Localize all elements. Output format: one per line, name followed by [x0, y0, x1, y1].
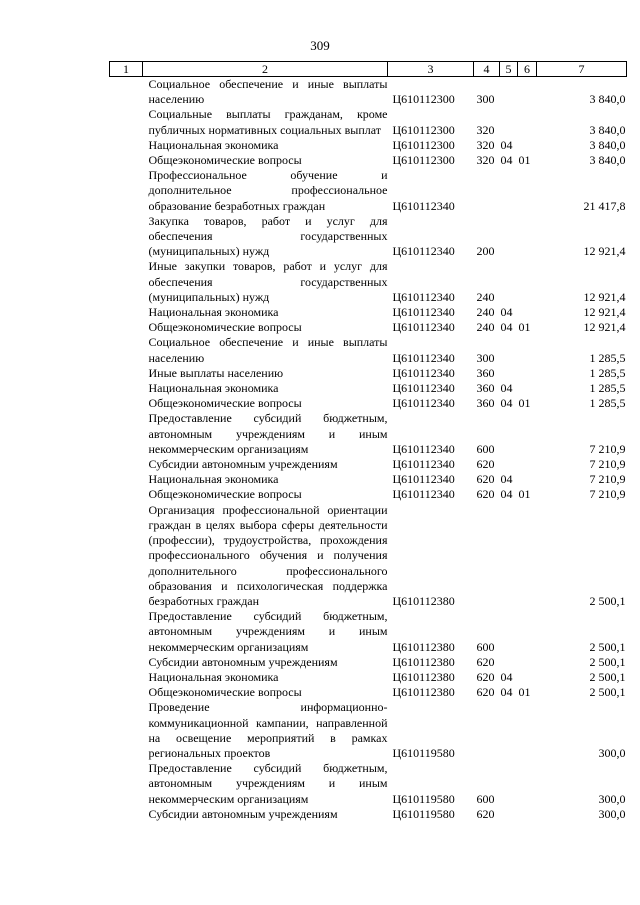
section-code: [500, 366, 518, 381]
amount-value: 300,0: [598, 806, 626, 821]
row-number-cell: [110, 655, 143, 670]
row-number-cell: [110, 305, 143, 320]
expenditure-name: Национальная экономика: [148, 137, 279, 152]
expense-type-code: [474, 700, 500, 761]
table-row: [110, 472, 627, 487]
subsection-code: 01: [518, 153, 531, 168]
section-code: 04: [500, 137, 513, 152]
section-code: [500, 411, 518, 457]
expenditure-name: Субсидии автономным учреждениям: [148, 654, 338, 669]
amount-value: 12 921,4: [583, 320, 626, 335]
amount-value: 1 285,5: [589, 365, 626, 380]
subsection-code: [518, 107, 537, 137]
expenditure-name: Закупка товаров, работ и услуг для обеспечения государственных (муниципальных) нужд: [148, 213, 388, 259]
table-row: [110, 685, 627, 700]
expense-type-code: 200: [476, 244, 495, 259]
expenditure-name: Предоставление субсидий бюджетным, автономным учреждениям и иным некоммерческим организациям: [148, 761, 388, 806]
target-article-code: Ц610119580: [392, 745, 455, 760]
target-article-code: Ц610112340: [392, 244, 455, 259]
table-row: [110, 168, 627, 214]
expenditure-name: Предоставление субсидий бюджетным, автономным учреждениям и иным некоммерческим организациям: [148, 411, 388, 456]
row-number-cell: [110, 335, 143, 365]
row-number-cell: [110, 670, 143, 685]
table-row: [110, 153, 627, 168]
amount-value: 12 921,4: [583, 244, 626, 259]
table-row: [110, 761, 627, 807]
table-row: [110, 807, 627, 822]
amount-value: 2 500,1: [589, 654, 626, 669]
expense-type-code: [474, 503, 500, 609]
row-number-cell: [110, 472, 143, 487]
amount-value: 3 840,0: [589, 92, 626, 107]
subsection-code: [518, 381, 537, 396]
column-header-5: 5: [500, 62, 518, 77]
table-row: [110, 670, 627, 685]
target-article-code: Ц610112300: [392, 92, 455, 107]
subsection-code: 01: [518, 396, 531, 411]
row-number-cell: [110, 396, 143, 411]
subsection-code: [518, 335, 537, 365]
expenditure-name: Предоставление субсидий бюджетным, автономным учреждениям и иным некоммерческим организациям: [148, 609, 388, 654]
row-number-cell: [110, 381, 143, 396]
budget-table-body: [110, 62, 627, 822]
section-code: 04: [500, 305, 513, 320]
expense-type-code: 240: [476, 320, 495, 335]
expenditure-name: Общеэкономические вопросы: [148, 685, 302, 700]
expense-type-code: 620: [476, 685, 495, 700]
expense-type-code: 320: [476, 122, 495, 137]
row-number-cell: [110, 77, 143, 108]
subsection-code: [518, 77, 537, 108]
expense-type-code: 320: [476, 137, 495, 152]
row-number-cell: [110, 503, 143, 609]
row-number-cell: [110, 807, 143, 822]
column-header-1: 1: [110, 62, 143, 77]
section-code: 04: [500, 153, 513, 168]
expense-type-code: 240: [476, 289, 495, 304]
table-row: [110, 655, 627, 670]
table-row: [110, 381, 627, 396]
table-row: [110, 107, 627, 137]
row-number-cell: [110, 761, 143, 807]
expenditure-name: Профессиональное обучение и дополнительное профессиональное образование безработных граждан: [148, 168, 388, 213]
amount-value: 300,0: [598, 745, 626, 760]
subsection-code: [518, 609, 537, 655]
budget-table: [109, 61, 627, 822]
expenditure-name: Иные выплаты населению: [148, 365, 284, 380]
page-number: 309: [310, 38, 330, 53]
expenditure-name: Общеэкономические вопросы: [148, 153, 302, 168]
section-code: [500, 503, 518, 609]
subsection-code: [518, 138, 537, 153]
expense-type-code: 300: [476, 92, 495, 107]
target-article-code: Ц610112380: [392, 654, 455, 669]
subsection-code: [518, 761, 537, 807]
subsection-code: [518, 700, 537, 761]
section-code: [500, 107, 518, 137]
target-article-code: Ц610112340: [392, 441, 455, 456]
amount-value: 2 500,1: [589, 593, 626, 608]
row-number-cell: [110, 487, 143, 502]
target-article-code: Ц610112340: [392, 198, 455, 213]
target-article-code: Ц610112340: [392, 381, 455, 396]
target-article-code: Ц610112340: [392, 365, 455, 380]
subsection-code: [518, 503, 537, 609]
expenditure-name: Общеэкономические вопросы: [148, 487, 302, 502]
table-row: [110, 366, 627, 381]
section-code: [500, 77, 518, 108]
expense-type-code: 360: [476, 381, 495, 396]
column-header-2: 2: [143, 62, 388, 77]
amount-value: 7 210,9: [589, 441, 626, 456]
expense-type-code: 600: [476, 639, 495, 654]
expense-type-code: 620: [476, 472, 495, 487]
section-code: [500, 168, 518, 214]
section-code: 04: [500, 487, 513, 502]
target-article-code: Ц610112340: [392, 457, 455, 472]
section-code: 04: [500, 472, 513, 487]
row-number-cell: [110, 168, 143, 214]
amount-value: 7 210,9: [589, 472, 626, 487]
amount-value: 2 500,1: [589, 669, 626, 684]
row-number-cell: [110, 366, 143, 381]
expenditure-name: Проведение информационно-коммуникационной кампании, направленной на освещение мероприятий в рамках региональных проектов: [148, 700, 388, 760]
amount-value: 300,0: [598, 791, 626, 806]
subsection-code: [518, 214, 537, 260]
amount-value: 1 285,5: [589, 381, 626, 396]
target-article-code: Ц610112300: [392, 122, 455, 137]
section-code: [500, 807, 518, 822]
section-code: [500, 335, 518, 365]
subsection-code: [518, 305, 537, 320]
expenditure-name: Национальная экономика: [148, 381, 279, 396]
expense-type-code: 360: [476, 396, 495, 411]
table-row: [110, 259, 627, 305]
expense-type-code: 240: [476, 305, 495, 320]
subsection-code: [518, 259, 537, 305]
section-code: 04: [500, 669, 513, 684]
expense-type-code: 620: [476, 487, 495, 502]
section-code: 04: [500, 396, 513, 411]
subsection-code: [518, 168, 537, 214]
table-row: [110, 305, 627, 320]
row-number-cell: [110, 153, 143, 168]
expense-type-code: 360: [476, 365, 495, 380]
table-row: [110, 138, 627, 153]
section-code: [500, 761, 518, 807]
row-number-cell: [110, 685, 143, 700]
row-number-cell: [110, 138, 143, 153]
column-header-3: 3: [388, 62, 474, 77]
column-header-7: 7: [537, 62, 627, 77]
section-code: [500, 609, 518, 655]
target-article-code: Ц610112340: [392, 289, 455, 304]
row-number-cell: [110, 411, 143, 457]
target-article-code: Ц610112340: [392, 396, 455, 411]
target-article-code: Ц610112300: [392, 137, 455, 152]
row-number-cell: [110, 457, 143, 472]
subsection-code: [518, 807, 537, 822]
table-row: [110, 487, 627, 502]
table-row: [110, 214, 627, 260]
expenditure-name: Общеэкономические вопросы: [148, 396, 302, 411]
target-article-code: Ц610119580: [392, 806, 455, 821]
subsection-code: 01: [518, 685, 531, 700]
row-number-cell: [110, 700, 143, 761]
table-row: [110, 503, 627, 609]
table-row: [110, 77, 627, 108]
expense-type-code: 620: [476, 457, 495, 472]
subsection-code: [518, 366, 537, 381]
target-article-code: Ц610112340: [392, 487, 455, 502]
amount-value: 12 921,4: [583, 289, 626, 304]
subsection-code: [518, 655, 537, 670]
subsection-code: [518, 411, 537, 457]
target-article-code: Ц610112340: [392, 472, 455, 487]
section-code: [500, 700, 518, 761]
target-article-code: Ц610112340: [392, 305, 455, 320]
expenditure-name: Социальное обеспечение и иные выплаты населению: [148, 77, 388, 107]
expenditure-name: Социальное обеспечение и иные выплаты населению: [148, 335, 388, 365]
row-number-cell: [110, 259, 143, 305]
expense-type-code: 320: [476, 153, 495, 168]
subsection-code: 01: [518, 320, 531, 335]
expense-type-code: 300: [476, 350, 495, 365]
expenditure-name: Иные закупки товаров, работ и услуг для обеспечения государственных (муниципальных) нужд: [148, 259, 388, 304]
amount-value: 21 417,8: [583, 198, 626, 213]
table-row: [110, 609, 627, 655]
amount-value: 12 921,4: [583, 305, 626, 320]
table-row: [110, 700, 627, 761]
subsection-code: 01: [518, 487, 531, 502]
expenditure-name: Субсидии автономным учреждениям: [148, 806, 338, 821]
table-row: [110, 396, 627, 411]
expense-type-code: 600: [476, 441, 495, 456]
expense-type-code: 620: [476, 669, 495, 684]
section-code: [500, 214, 518, 260]
section-code: 04: [500, 381, 513, 396]
target-article-code: Ц610112300: [392, 153, 455, 168]
expense-type-code: 620: [476, 806, 495, 821]
expenditure-name: Субсидии автономным учреждениям: [148, 457, 338, 472]
table-header-row: [110, 62, 627, 77]
target-article-code: Ц610112380: [392, 669, 455, 684]
amount-value: 3 840,0: [589, 137, 626, 152]
expenditure-name: Общеэкономические вопросы: [148, 320, 302, 335]
amount-value: 7 210,9: [589, 457, 626, 472]
expenditure-name: Национальная экономика: [148, 305, 279, 320]
table-row: [110, 335, 627, 365]
table-row: [110, 411, 627, 457]
row-number-cell: [110, 609, 143, 655]
target-article-code: Ц610112340: [392, 350, 455, 365]
row-number-cell: [110, 214, 143, 260]
expense-type-code: 600: [476, 791, 495, 806]
amount-value: 3 840,0: [589, 153, 626, 168]
subsection-code: [518, 472, 537, 487]
table-row: [110, 457, 627, 472]
section-code: [500, 655, 518, 670]
expenditure-name: Национальная экономика: [148, 669, 279, 684]
expense-type-code: [474, 168, 500, 214]
amount-value: 2 500,1: [589, 685, 626, 700]
amount-value: 2 500,1: [589, 639, 626, 654]
amount-value: 1 285,5: [589, 396, 626, 411]
expenditure-name: Социальные выплаты гражданам, кроме публичных нормативных социальных выплат: [148, 107, 388, 137]
amount-value: 1 285,5: [589, 350, 626, 365]
section-code: 04: [500, 320, 513, 335]
section-code: [500, 259, 518, 305]
expenditure-name: Организация профессиональной ориентации граждан в целях выбора сферы деятельности (профессии), трудоустройства, прохождения профессионального обучения и получения дополнительного профессионального образования и психологическая поддержка безработных граждан: [148, 502, 388, 608]
target-article-code: Ц610112380: [392, 593, 455, 608]
amount-value: 7 210,9: [589, 487, 626, 502]
target-article-code: Ц610112380: [392, 639, 455, 654]
row-number-cell: [110, 320, 143, 335]
amount-value: 3 840,0: [589, 122, 626, 137]
expense-type-code: 620: [476, 654, 495, 669]
subsection-code: [518, 457, 537, 472]
section-code: 04: [500, 685, 513, 700]
table-row: [110, 320, 627, 335]
column-header-4: 4: [474, 62, 500, 77]
row-number-cell: [110, 107, 143, 137]
section-code: [500, 457, 518, 472]
target-article-code: Ц610112380: [392, 685, 455, 700]
target-article-code: Ц610112340: [392, 320, 455, 335]
column-header-6: 6: [518, 62, 537, 77]
expenditure-name: Национальная экономика: [148, 472, 279, 487]
subsection-code: [518, 670, 537, 685]
target-article-code: Ц610119580: [392, 791, 455, 806]
